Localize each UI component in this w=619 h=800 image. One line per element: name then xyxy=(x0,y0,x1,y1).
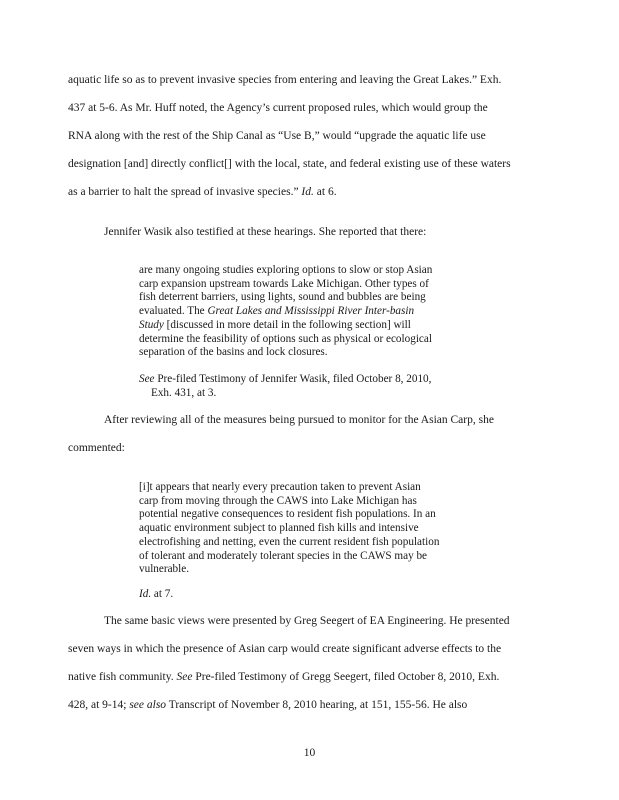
paragraph-4-line-3 xyxy=(68,670,499,684)
quote-2-line-5: electrofishing and netting, even the current resident fish population xyxy=(139,535,440,548)
paragraph-4-line-4-text: 428, at 9-14; xyxy=(68,699,130,711)
paragraph-1-line-1: aquatic life so as to prevent invasive species from entering and leaving the Great Lakes.” Exh. xyxy=(68,74,502,86)
block-quote-precautions xyxy=(139,481,479,577)
quote-1-citation xyxy=(139,373,479,400)
quote-1-line-6: determine the feasibility of options such as physical or ecological xyxy=(139,332,432,345)
paragraph-2-line-1: Jennifer Wasik also testified at these hearings. She reported that there: xyxy=(104,226,427,238)
quote-2-line-6: of tolerant and moderately tolerant species in the CAWS may be xyxy=(139,549,428,562)
quote-2-line-4: aquatic environment subject to planned fish kills and intensive xyxy=(139,522,419,535)
quote-1-line-4 xyxy=(139,305,479,319)
paragraph-4-line-3-text: native fish community. xyxy=(68,671,177,683)
citation-see: See xyxy=(139,373,155,385)
quote-1-citation-line-2: Exh. 431, at 3. xyxy=(151,386,217,399)
paragraph-1-line-5 xyxy=(68,185,337,199)
citation-see-2: See xyxy=(176,671,193,683)
quote-1-line-1: are many ongoing studies exploring options to slow or stop Asian xyxy=(139,264,433,276)
quote-2-line-2: carp from moving through the CAWS into Lake Michigan has xyxy=(139,494,417,507)
paragraph-4-line-2: seven ways in which the presence of Asian carp would create significant adverse effects to the xyxy=(68,643,502,655)
quote-1-line-3: fish deterrent barriers, using lights, sound and bubbles are being xyxy=(139,291,426,304)
paragraph-4-line-4-end: Transcript of November 8, 2010 hearing, at 151, 155-56. He also xyxy=(166,699,468,711)
quote-1-citation-line-1 xyxy=(139,373,479,387)
paragraph-1-line-5-text: as a barrier to halt the spread of invasive species.” xyxy=(68,186,302,198)
paragraph-1-line-4: designation [and] directly conflict[] with the local, state, and federal existing use of these waters xyxy=(68,158,511,170)
paragraph-4-line-4 xyxy=(68,698,467,712)
quote-2-citation-line xyxy=(139,588,479,602)
quote-2-citation-text: at 7. xyxy=(151,588,174,600)
citation-see-also: see also xyxy=(129,699,167,711)
block-quote-wasik xyxy=(139,264,479,360)
paragraph-4-line-1: The same basic views were presented by Greg Seegert of EA Engineering. He presented xyxy=(104,615,510,627)
quote-1-citation-text: Pre-filed Testimony of Jennifer Wasik, filed October 8, 2010, xyxy=(154,373,432,385)
paragraph-3-line-2: commented: xyxy=(68,442,125,454)
paragraph-1-line-5-end: at 6. xyxy=(313,186,337,198)
quote-1-line-5 xyxy=(139,319,479,333)
paragraph-3-line-1: After reviewing all of the measures being pursued to monitor for the Asian Carp, she xyxy=(104,414,494,426)
study-title-part-1: Great Lakes and Mississippi River Inter-basin xyxy=(207,305,415,318)
paragraph-1-line-3: RNA along with the rest of the Ship Canal as “Use B,” would “upgrade the aquatic life use xyxy=(68,130,486,142)
quote-2-citation xyxy=(139,588,479,602)
quote-1-line-7: separation of the basins and lock closures. xyxy=(139,346,328,359)
quote-2-line-3: potential negative consequences to resident fish populations. In an xyxy=(139,508,436,521)
quote-1-line-5-text: [discussed in more detail in the following section] will xyxy=(163,318,411,331)
quote-2-line-1: [i]t appears that nearly every precaution taken to prevent Asian xyxy=(139,481,421,493)
citation-id: Id. xyxy=(301,186,314,198)
citation-id-2: Id. xyxy=(139,588,152,600)
quote-1-line-2: carp expansion upstream towards Lake Michigan. Other types of xyxy=(139,277,429,290)
quote-2-line-7: vulnerable. xyxy=(139,563,190,576)
paragraph-1-line-2: 437 at 5-6. As Mr. Huff noted, the Agency’s current proposed rules, which would group the xyxy=(68,102,488,114)
page-number: 10 xyxy=(303,747,316,759)
paragraph-4-line-3-end: Pre-filed Testimony of Gregg Seegert, filed October 8, 2010, Exh. xyxy=(192,671,500,683)
quote-1-line-4-text: evaluated. The xyxy=(139,305,208,318)
study-title-part-2: Study xyxy=(139,318,164,331)
